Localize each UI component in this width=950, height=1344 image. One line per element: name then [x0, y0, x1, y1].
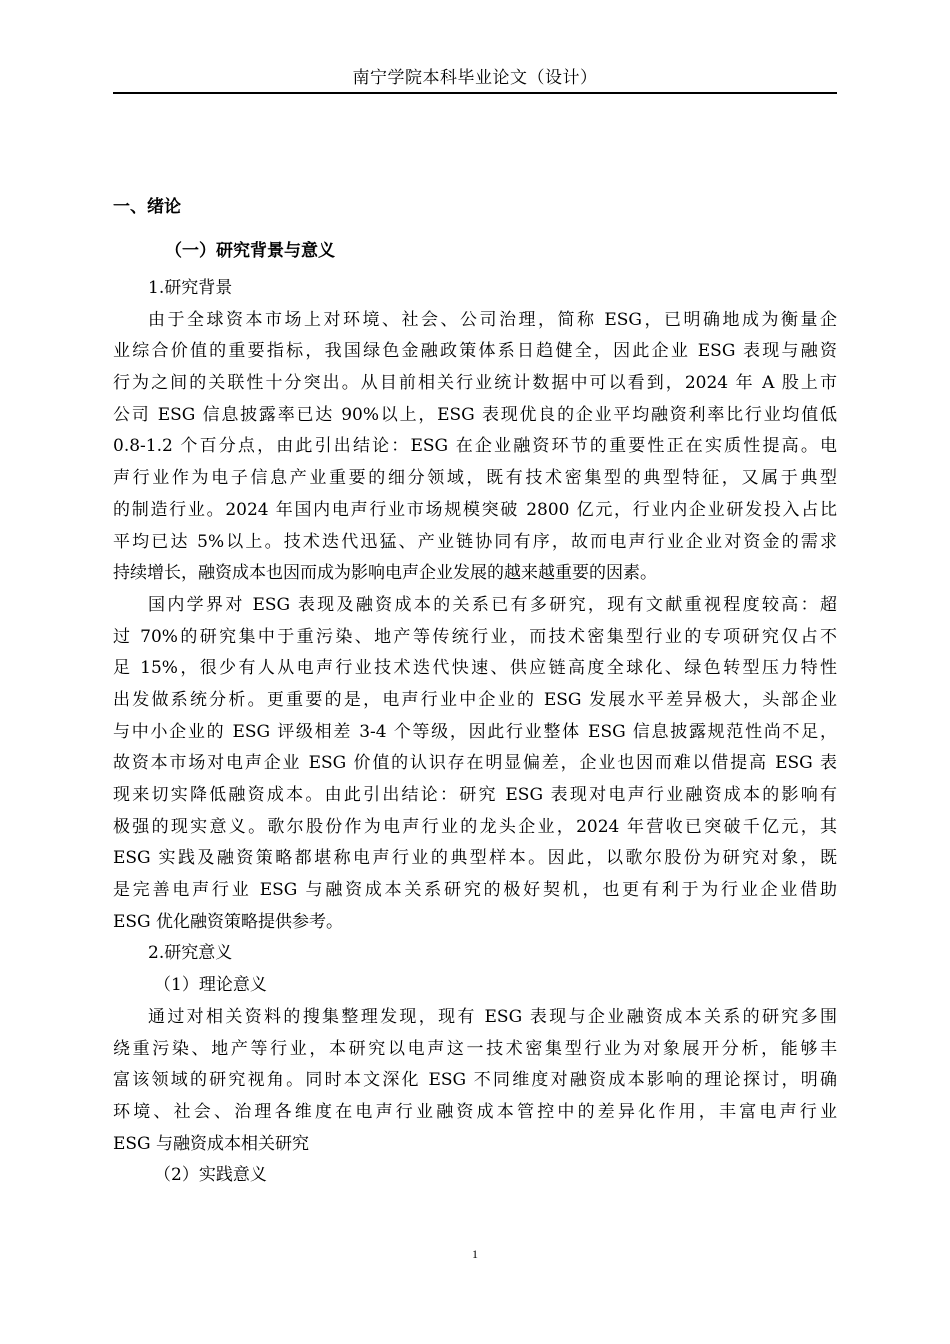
paragraph-line: 环境、社会、治理各维度在电声行业融资成本管控中的差异化作用，丰富电声行业 — [113, 1101, 837, 1122]
paragraph-line: 0.8-1.2 个百分点，由此引出结论：ESG 在企业融资环节的重要性正在实质性提高。电 — [113, 436, 837, 457]
paragraph-line: 声行业作为电子信息产业重要的细分领域，既有技术密集型的典型特征，又属于典型 — [113, 468, 837, 489]
paragraph-line: 业综合价值的重要指标，我国绿色金融政策体系日趋健全，因此企业 ESG 表现与融资 — [113, 341, 837, 362]
subheading-research-significance: 2.研究意义 — [148, 943, 233, 964]
header-rule — [113, 92, 837, 94]
paragraph-line: 通过对相关资料的搜集整理发现，现有 ESG 表现与企业融资成本关系的研究多围 — [148, 1006, 837, 1027]
paragraph-line: 富该领域的研究视角。同时本文深化 ESG 不同维度对融资成本影响的理论探讨，明确 — [113, 1070, 837, 1091]
subheading-theoretical-significance: （1）理论意义 — [154, 975, 267, 996]
paragraph-line: ESG 与融资成本相关研究 — [113, 1133, 310, 1154]
paragraph-line: ESG 实践及融资策略都堪称电声行业的典型样本。因此，以歌尔股份为研究对象，既 — [113, 848, 837, 869]
paragraph-line: 过 70%的研究集中于重污染、地产等传统行业，而技术密集型行业的专项研究仅占不 — [113, 626, 837, 647]
running-header: 南宁学院本科毕业论文（设计） — [352, 68, 598, 88]
paragraph-line: 与中小企业的 ESG 评级相差 3-4 个等级，因此行业整体 ESG 信息披露规范性尚不足， — [113, 721, 837, 742]
paragraph-line: 持续增长，融资成本也因而成为影响电声企业发展的越来越重要的因素。 — [113, 563, 657, 584]
subheading-research-background: 1.研究背景 — [148, 278, 233, 298]
section-heading: 一、绪论 — [113, 197, 181, 217]
page-number: 1 — [472, 1247, 478, 1261]
paragraph-line: 是完善电声行业 ESG 与融资成本关系研究的极好契机，也更有利于为行业企业借助 — [113, 880, 837, 901]
subsection-heading: （一）研究背景与意义 — [165, 241, 335, 261]
paragraph-line: 行为之间的关联性十分突出。从目前相关行业统计数据中可以看到，2024 年 A 股上市 — [113, 373, 837, 394]
subheading-practical-significance: （2）实践意义 — [154, 1165, 267, 1186]
paragraph-line: 平均已达 5%以上。技术迭代迅猛、产业链协同有序，故而电声行业企业对资金的需求 — [113, 531, 837, 552]
paragraph-line: 故资本市场对电声企业 ESG 价值的认识存在明显偏差，企业也因而难以借提高 ESG 表 — [113, 753, 837, 774]
paragraph-line: 绕重污染、地产等行业，本研究以电声这一技术密集型行业为对象展开分析，能够丰 — [113, 1038, 837, 1059]
paragraph-line: 极强的现实意义。歌尔股份作为电声行业的龙头企业，2024 年营收已突破千亿元，其 — [113, 816, 837, 837]
paragraph-line: 足 15%，很少有人从电声行业技术迭代快速、供应链高度全球化、绿色转型压力特性 — [113, 658, 837, 679]
paragraph-line: ESG 优化融资策略提供参考。 — [113, 911, 344, 932]
paragraph-line: 出发做系统分析。更重要的是，电声行业中企业的 ESG 发展水平差异极大，头部企业 — [113, 689, 837, 710]
paragraph-line: 公司 ESG 信息披露率已达 90%以上，ESG 表现优良的企业平均融资利率比行业均值低 — [113, 404, 837, 425]
paragraph-line: 现来切实降低融资成本。由此引出结论：研究 ESG 表现对电声行业融资成本的影响有 — [113, 785, 837, 805]
paragraph-line: 的制造行业。2024 年国内电声行业市场规模突破 2800 亿元，行业内企业研发投入占比 — [113, 499, 837, 520]
body-text — [113, 193, 837, 1192]
paragraph-line: 国内学界对 ESG 表现及融资成本的关系已有多研究，现有文献重视程度较高：超 — [148, 594, 837, 615]
paragraph-line: 由于全球资本市场上对环境、社会、公司治理，简称 ESG，已明确地成为衡量企 — [148, 309, 837, 330]
